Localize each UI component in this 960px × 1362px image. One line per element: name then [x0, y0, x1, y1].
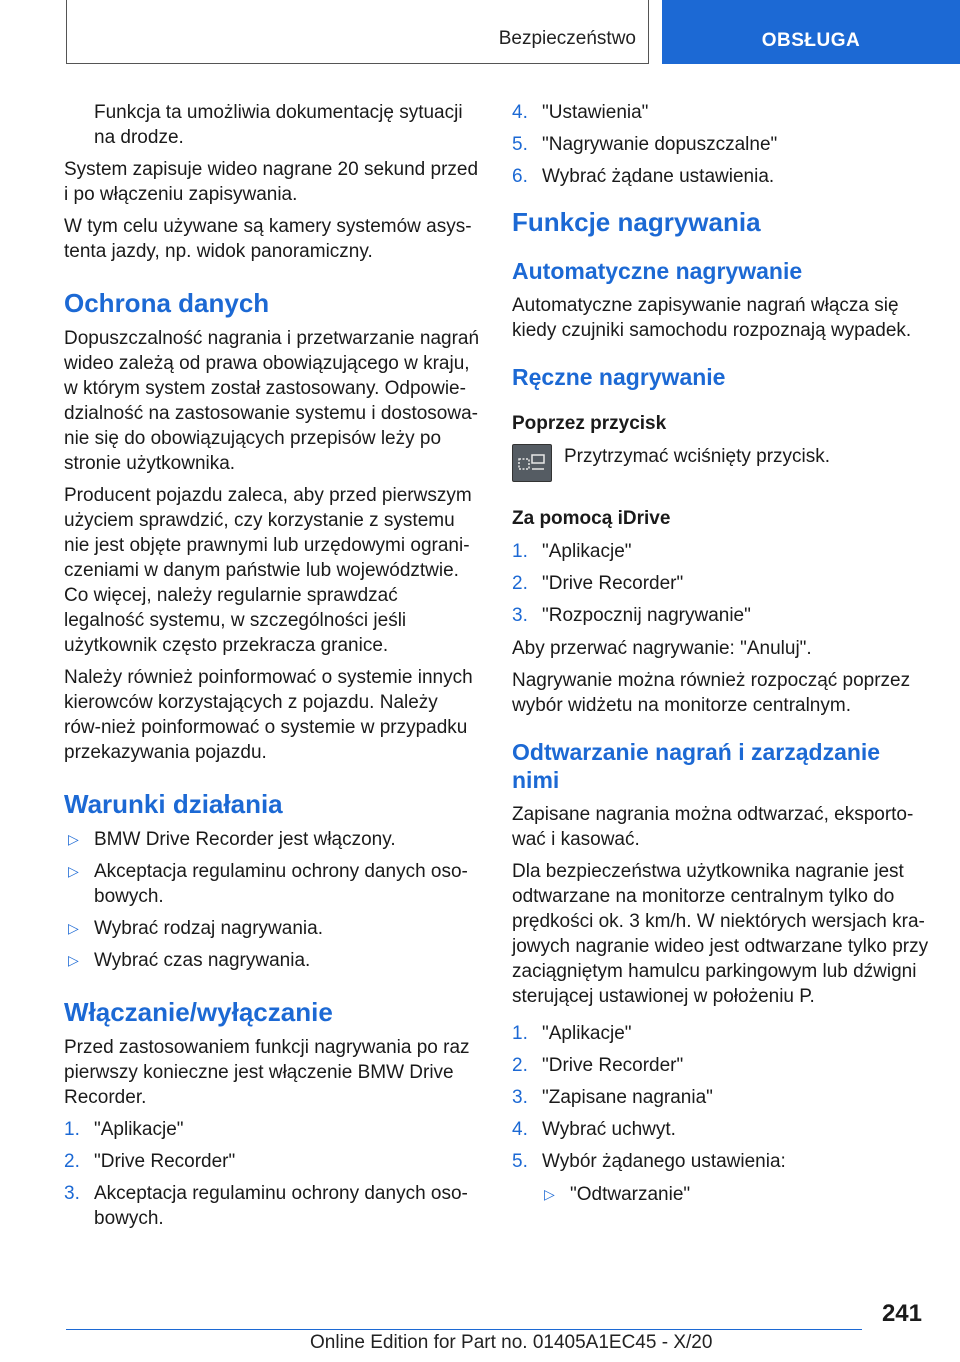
playback-paragraph: Zapisane nagrania można odtwarzać, eksporto-wać i kasować.	[512, 804, 914, 850]
edition-note: Online Edition for Part no. 01405A1EC45 - X/20	[310, 1332, 713, 1353]
playback-steps	[512, 1021, 930, 1174]
triangle-bullet-icon: ▷	[68, 831, 79, 847]
onoff-steps	[64, 1117, 480, 1231]
settings-steps	[512, 100, 930, 189]
list-item: 2. "Drive Recorder"	[512, 573, 684, 594]
right-column	[512, 100, 930, 1215]
intro-paragraph: System zapisuje wideo nagrane 20 sekund przed i po włączeniu zapisywania.	[64, 159, 479, 205]
list-item: 6. Wybrać żądane ustawienia.	[512, 166, 775, 187]
list-item: 5. "Nagrywanie dopuszczalne"	[512, 134, 778, 155]
playback-options	[540, 1182, 930, 1207]
heading-playback: Odtwarzanie nagrań i zarządzanie nimi	[512, 739, 881, 793]
list-item: ▷ Akceptacja regulaminu ochrony danych oso-bowych.	[68, 861, 468, 907]
chapter-tab[interactable]: OBSŁUGA	[662, 0, 960, 64]
heading-recording: Funkcje nagrywania	[512, 207, 761, 237]
list-item: 4. Wybrać uchwyt.	[512, 1119, 676, 1140]
list-item: 3. Akceptacja regulaminu ochrony danych oso-bowych.	[64, 1183, 468, 1229]
intro-note: Funkcja ta umożliwia dokumentację sytuacji na drodze.	[94, 102, 463, 148]
left-column	[64, 100, 480, 1239]
list-item: 2. "Drive Recorder"	[64, 1151, 236, 1172]
list-item: 5. Wybór żądanego ustawienia:	[512, 1151, 786, 1172]
triangle-bullet-icon: ▷	[68, 952, 79, 968]
button-instruction-text: Przytrzymać wciśnięty przycisk.	[564, 446, 831, 467]
list-item: 1. "Aplikacje"	[64, 1119, 184, 1140]
conditions-list	[64, 827, 480, 973]
page-number: 241	[881, 1300, 922, 1327]
list-item: 2. "Drive Recorder"	[512, 1055, 684, 1076]
widget-paragraph: Nagrywanie można również rozpocząć poprzez wybór widżetu na monitorze centralnym.	[512, 670, 911, 716]
section-title: Bezpieczeństwo	[498, 28, 636, 49]
playback-paragraph: Dla bezpieczeństwa użytkownika nagranie jest odtwarzane na monitorze centralnym tylko do prędkości ok. 3 km/h. W niektórych wersjach kra-jowych nagranie wideo jest odtwarzane tylko przy zaciągniętym hamulcu parkingowym lub dźwigni sterującej ustawionej w położeniu P.	[512, 861, 929, 1007]
auto-paragraph: Automatyczne zapisywanie nagrań włącza się kiedy czujniki samochodu rozpoznają wypadek.	[512, 295, 912, 341]
intro-paragraph: W tym celu używane są kamery systemów asys-tenta jazdy, np. widok panoramiczny.	[64, 216, 472, 262]
triangle-bullet-icon: ▷	[68, 920, 79, 936]
list-item: ▷ Wybrać rodzaj nagrywania.	[68, 918, 323, 939]
list-item: 3. "Rozpocznij nagrywanie"	[512, 605, 751, 626]
heading-conditions: Warunki działania	[64, 789, 283, 819]
triangle-bullet-icon: ▷	[68, 863, 79, 879]
footer-divider	[66, 1329, 862, 1330]
onoff-paragraph: Przed zastosowaniem funkcji nagrywania po raz pierwszy konieczne jest włączenie BMW Drive Recorder.	[64, 1037, 470, 1108]
idrive-steps	[512, 539, 930, 628]
heading-privacy: Ochrona danych	[64, 288, 270, 318]
list-item: ▷ BMW Drive Recorder jest włączony.	[68, 829, 396, 850]
privacy-paragraph: Dopuszczalność nagrania i przetwarzanie nagrań wideo zależą od prawa obowiązującego w kraju, w którym system został zastosowany. Odpowie-dzialność na zastosowanie systemu i dostosowa-nie się do obowiązujących przepisów leży po stronie użytkownika.	[64, 328, 480, 474]
list-item: 1. "Aplikacje"	[512, 541, 632, 562]
list-item: 4. "Ustawienia"	[512, 102, 649, 123]
list-item: ▷ "Odtwarzanie"	[544, 1184, 691, 1205]
heading-auto: Automatyczne nagrywanie	[512, 258, 803, 284]
list-item: 3. "Zapisane nagrania"	[512, 1087, 713, 1108]
subheading-idrive: Za pomocą iDrive	[512, 508, 671, 529]
header-frame	[66, 0, 649, 64]
stop-paragraph: Aby przerwać nagrywanie: "Anuluj".	[512, 638, 812, 659]
subheading-button: Poprzez przycisk	[512, 413, 667, 434]
recorder-button-icon	[512, 444, 552, 482]
button-instruction	[512, 444, 930, 486]
list-item: ▷ Wybrać czas nagrywania.	[68, 950, 311, 971]
heading-onoff: Włączanie/wyłączanie	[64, 997, 333, 1027]
privacy-paragraph: Należy również poinformować o systemie innych kierowców korzystających z pojazdu. Należy rów-nież poinformować o systemie w przypadku przekazywania pojazdu.	[64, 667, 473, 763]
triangle-bullet-icon: ▷	[544, 1186, 555, 1202]
list-item: 1. "Aplikacje"	[512, 1023, 632, 1044]
privacy-paragraph: Producent pojazdu zaleca, aby przed pierwszym użyciem sprawdzić, czy korzystanie z systemu nie jest objęte prawnymi lub urzędowymi ograni-czeniami w danym państwie lub województwie. Co więcej, należy regularnie sprawdzać legalność systemu, w szczególności jeśli użytkownik często przekracza granice.	[64, 485, 472, 656]
heading-manual: Ręczne nagrywanie	[512, 364, 726, 390]
